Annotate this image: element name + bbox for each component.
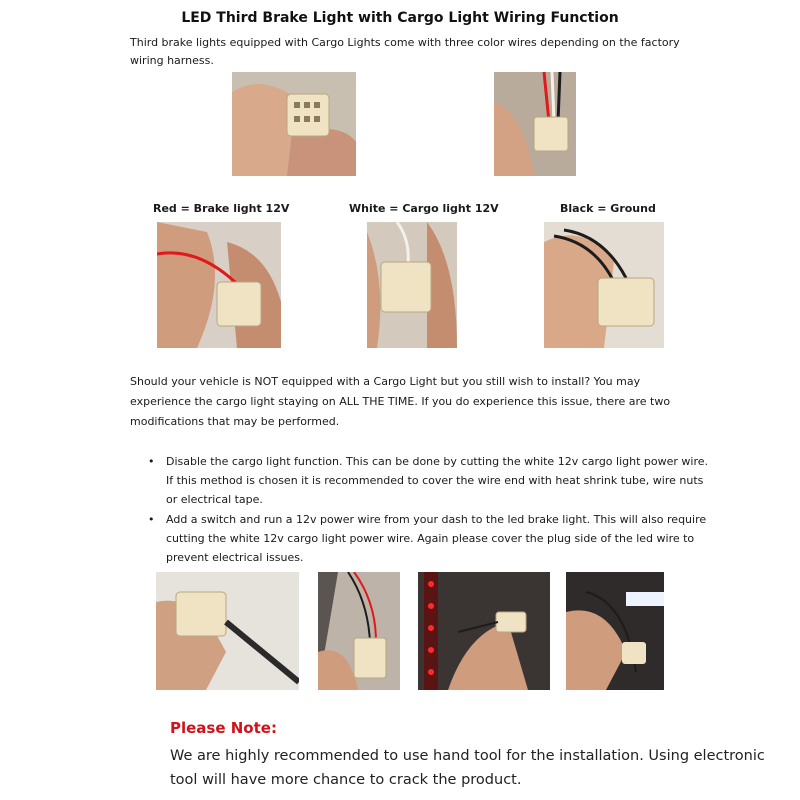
bullet-marker: • — [148, 455, 155, 468]
caption-red-wire: Red = Brake light 12V — [153, 202, 290, 215]
warning-paragraph: Should your vehicle is NOT equipped with a Cargo Light but you still wish to install? You may experience the cargo light staying on ALL THE TIME. If you do experience this issue, there are two modifications that may be performed. — [130, 375, 671, 428]
caption-black-wire: Black = Ground — [560, 202, 656, 215]
white-wire-photo — [367, 222, 457, 348]
list-item — [148, 510, 708, 567]
modification-list — [148, 452, 708, 568]
list-item — [148, 452, 708, 509]
note-body: We are highly recommended to use hand tool for the installation. Using electronic tool will have more chance to crack the product. — [170, 748, 765, 788]
plug-photo — [318, 572, 400, 690]
red-wire-photo — [157, 222, 281, 348]
led-bar-photo — [418, 572, 550, 690]
connector-front-photo — [232, 72, 356, 176]
bullet-marker: • — [148, 513, 155, 526]
bullet-text: Disable the cargo light function. This can be done by cutting the white 12v cargo light power wire. If this method is chosen it is recommended to cover the wire end with heat shrink tube, wire nuts or electrical tape. — [166, 455, 708, 506]
page-title: LED Third Brake Light with Cargo Light Wiring Function — [181, 10, 619, 26]
caption-white-wire: White = Cargo light 12V — [349, 202, 499, 215]
cut-wire-photo — [156, 572, 299, 690]
lit-led-photo — [566, 572, 664, 690]
black-wire-photo — [544, 222, 664, 348]
bullet-text: Add a switch and run a 12v power wire from your dash to the led brake light. This will also require cutting the white 12v cargo light power wire. Again please cover the plug side of the led wire to prevent electrical issues. — [166, 513, 707, 564]
intro-text: Third brake lights equipped with Cargo Lights come with three color wires depending on the factory wiring harness. — [130, 36, 680, 67]
note-title: Please Note: — [170, 719, 277, 737]
connector-wires-photo — [494, 72, 576, 176]
